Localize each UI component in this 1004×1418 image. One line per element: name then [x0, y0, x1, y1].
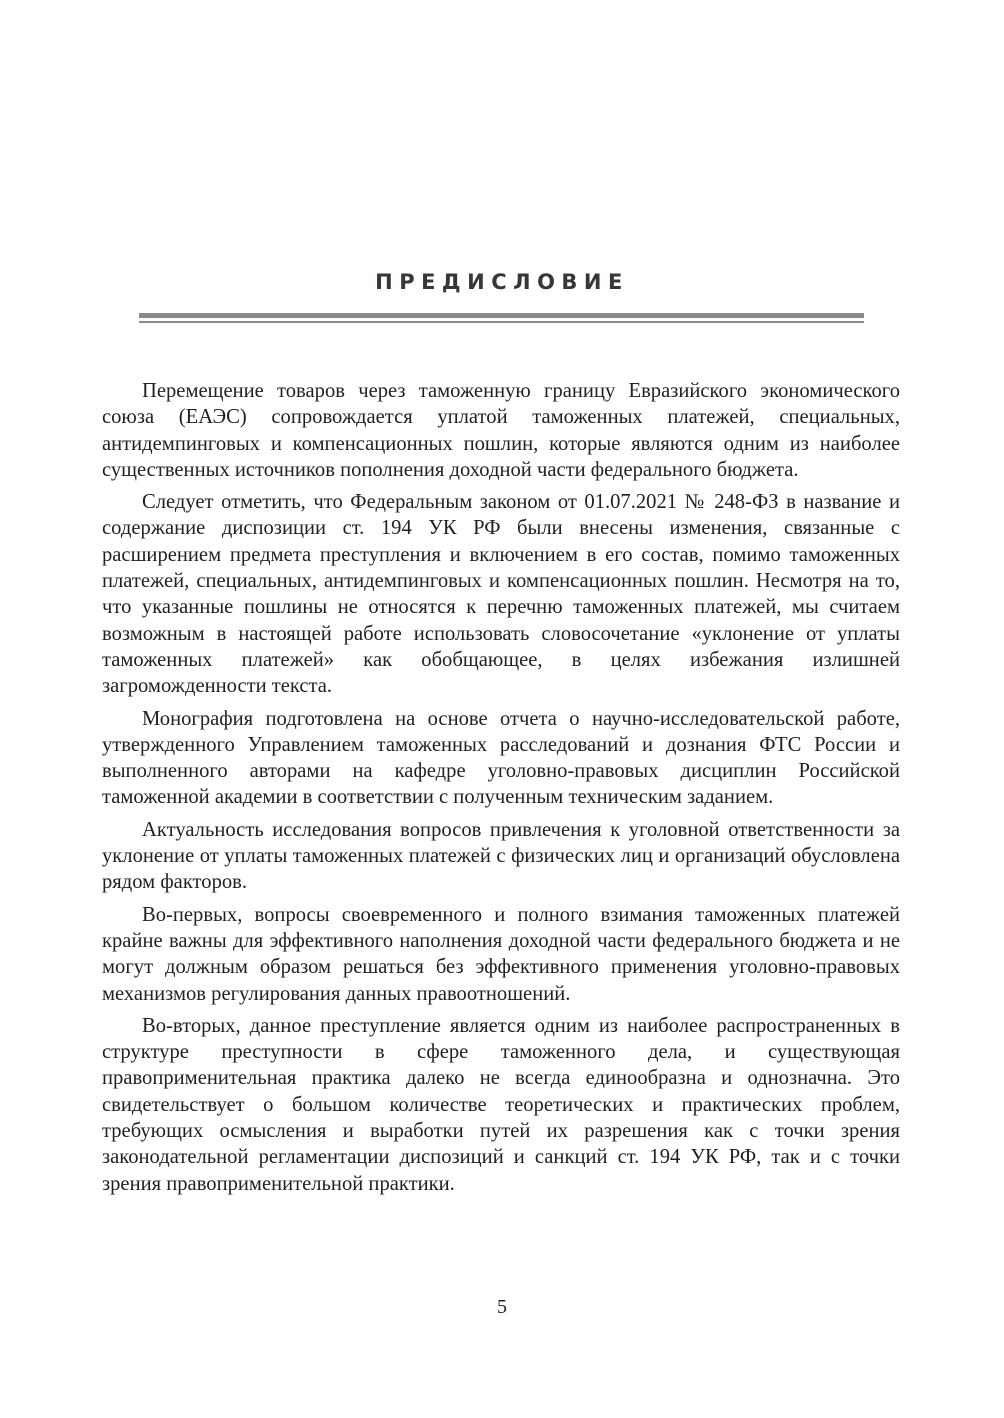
paragraph: Актуальность исследования вопросов привлечения к уголовной ответственности за уклонение от уплаты таможенных платежей с физических лиц и организаций обусловлена рядом факторов. [102, 818, 900, 894]
page-number: 5 [497, 1296, 507, 1318]
paragraph: Перемещение товаров через таможенную границу Евразийского экономического союза (ЕАЭС) сопровождается уплатой таможенных платежей, специальных, антидемпинговых и компенсационных пошлин, которые являются одним из наиболее существенных источников пополнения доходной части федерального бюджета. [102, 380, 900, 481]
page-heading: ПРЕДИСЛОВИЕ [375, 270, 629, 294]
body-text [102, 378, 900, 1203]
paragraph: Следует отметить, что Федеральным законом от 01.07.2021 № 248-ФЗ в название и содержание диспозиции ст. 194 УК РФ были внесены изменения, связанные с расширением предмета преступления и включением в его состав, помимо таможенных платежей, специальных, антидемпинговых и компенсационных пошлин. Несмотря на то, что указанные пошлины не относятся к перечню таможенных платежей, мы считаем возможным в настоящей работе использовать словосочетание «уклонение от уплаты таможенных платежей» как обобщающее, в целях избежания излишней загроможденности текста. [102, 491, 900, 698]
paragraph: Монография подготовлена на основе отчета о научно-исследовательской работе, утвержденного Управлением таможенных расследований и дознания ФТС России и выполненного авторами на кафедре уголовно-правовых дисциплин Российской таможенной академии в соответствии с полученным техническим заданием. [102, 707, 900, 809]
heading-rule-thick [139, 313, 864, 318]
heading-rule-thin [139, 321, 864, 323]
paragraph: Во-первых, вопросы своевременного и полного взимания таможенных платежей крайне важны для эффективного наполнения доходной части федерального бюджета и не могут должным образом решаться без эффективного применения уголовно-правовых механизмов регулирования данных правоотношений. [102, 903, 900, 1005]
paragraph: Во-вторых, данное преступление является одним из наиболее распространенных в структуре преступности в сфере таможенного дела, и существующая правоприменительная практика далеко не всегда единообразна и однозначна. Это свидетельствует о большом количестве теоретических и практических проблем, требующих осмысления и выработки путей их разрешения как с точки зрения законодательной регламентации диспозиций и санкций ст. 194 УК РФ, так и с точки зрения правоприменительной практики. [102, 1014, 900, 1195]
